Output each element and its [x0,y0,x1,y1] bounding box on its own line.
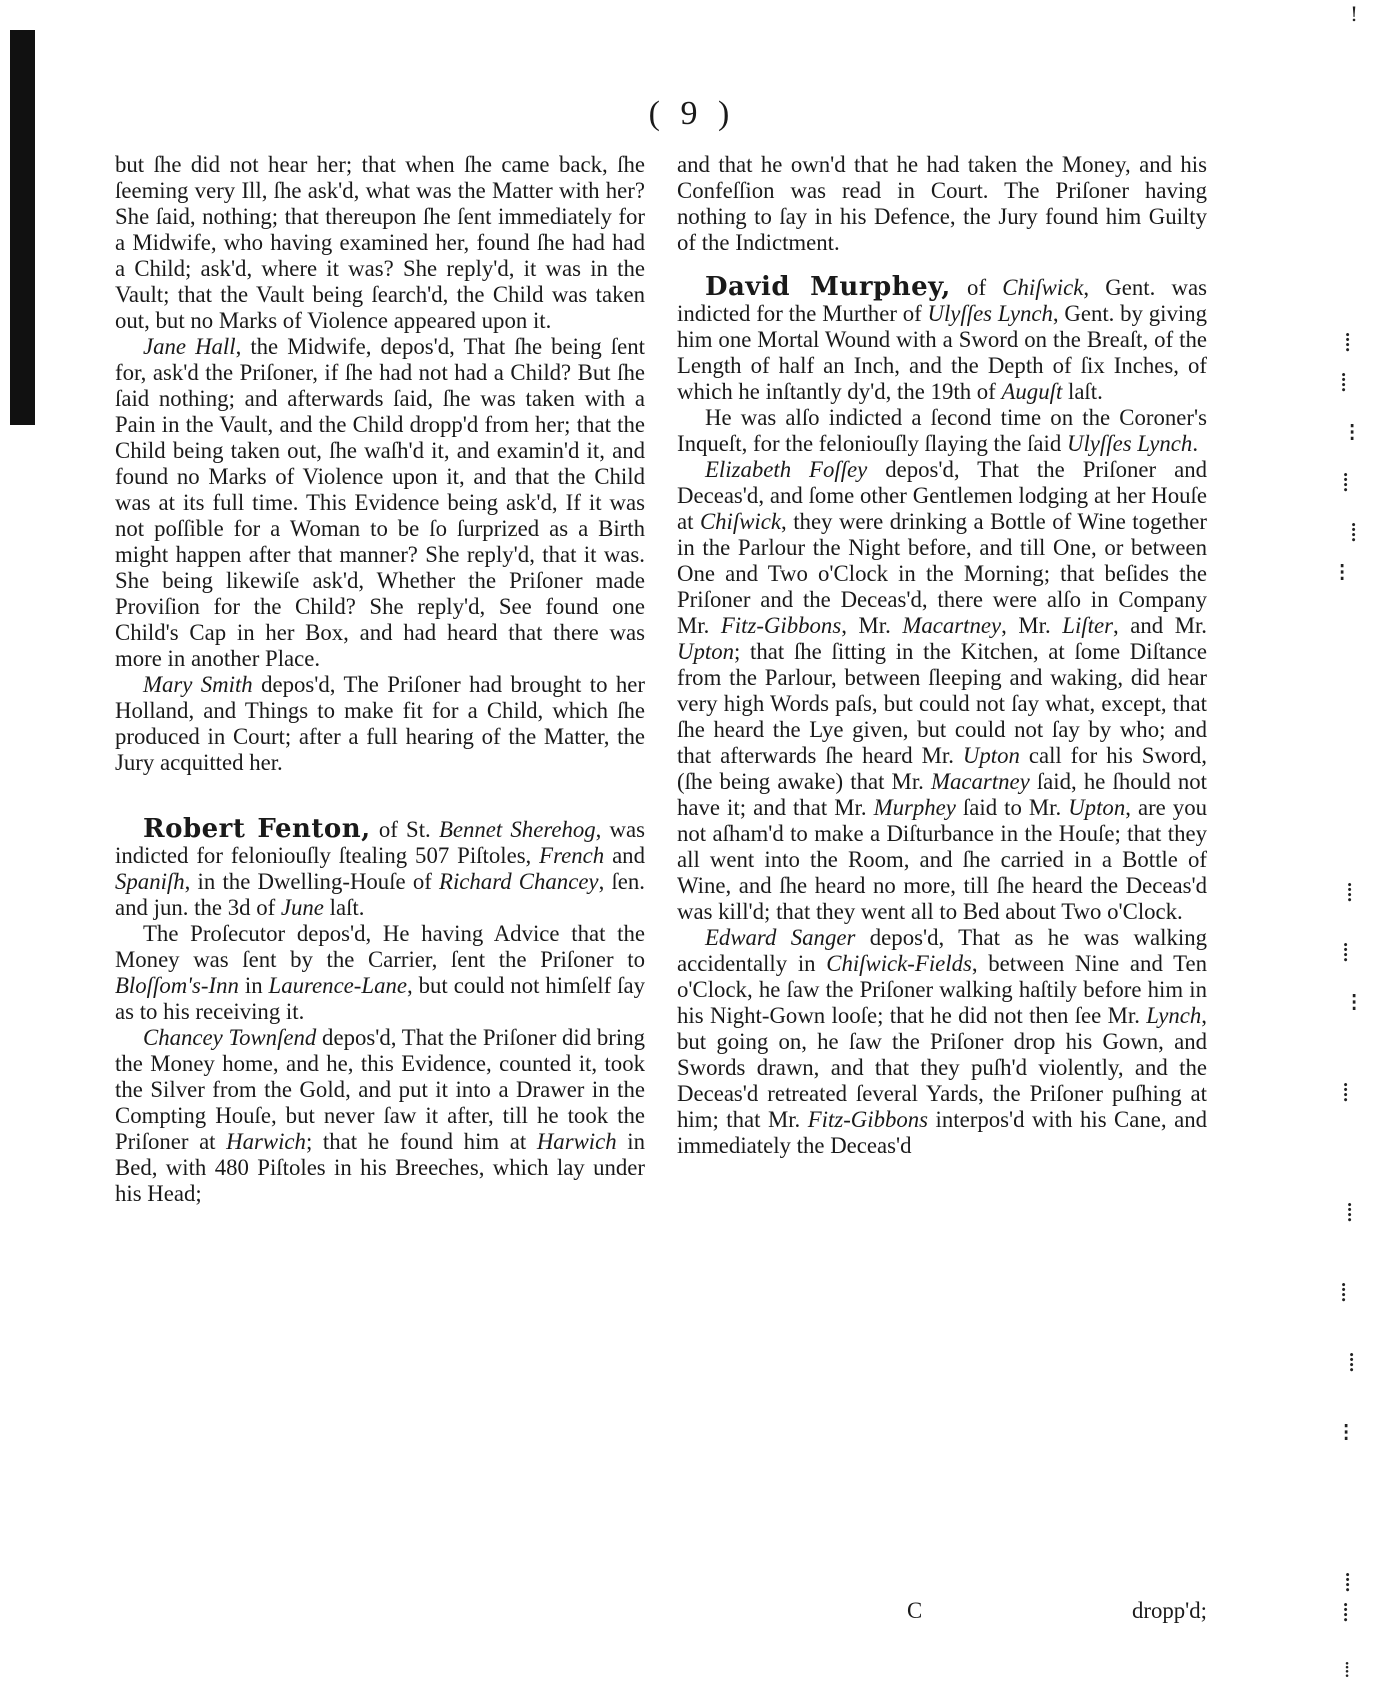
paragraph-midwife-story: but ſhe did not hear her; that when ſhe came back, ſhe ſeeming very Ill, ſhe ask'd, what was the Matter with her? She ſaid, nothing; that thereupon ſhe ſent immediately for a Midwife, who having examined her, found ſhe had had a Child; ask'd, where it was? She reply'd, it was in the Vault; that the Vault being ſearch'd, the Child was taken out, but no Marks of Violence appeared upon it. [115,152,645,333]
witness-name: Edward Sanger [705,925,856,950]
case-heading: Robert Fenton, [143,814,371,844]
paragraph-coroners-inquest: He was alſo indicted a ſecond time on the Coroner's Inqueſt, for the feloniouſly ſlaying the ſaid Ulyſſes Lynch. [677,405,1207,456]
signature-mark: C [907,1598,923,1623]
witness-name: Elizabeth Foſſey [705,457,868,482]
scan-edge-noise: ! ⁞ ⁞ ⁝ ⁞ ⁞ ⁝ ⁞ ⁞ ⁝ ⁞ ⁞ ⁞ ⁞ ⁝ ⁞ ⁞ ⁞ [1338,2,1359,1683]
paragraph-robert-fenton: Robert Fenton, of St. Bennet Sherehog, was indicted for feloniouſly ſtealing 507 Piſtoles, French and Spaniſh, in the Dwelling-Houſe of Richard Chancey, ſen. and jun. the 3d of June laſt. [115,814,645,920]
page-number: ( 9 ) [648,95,736,132]
paragraph-edward-sanger: Edward Sanger depos'd, That as he was walking accidentally in Chiſwick-Fields, between Nine and Ten o'Clock, he ſaw the Priſoner walking haſtily before him in his Night-Gown looſe; that he did not then ſee Mr. Lynch, but going on, he ſaw the Priſoner drop his Gown, and Swords drawn, and that they puſh'd violently, and the Deceas'd retreated ſeveral Yards, the Priſoner puſhing at him; that Mr. Fitz-Gibbons interpos'd with his Cane, and immediately the Deceas'd [677,925,1207,1158]
paragraph-chancey-townsend: Chancey Townſend depos'd, That the Priſoner did bring the Money home, and he, this Evidence, counted it, took the Silver from the Gold, and put it into a Drawer in the Compting Houſe, but never ſaw it after, till he took the Priſoner at Harwich; that he found him at Harwich in Bed, with 480 Piſtoles in his Breeches, which lay under his Head; [115,1025,645,1206]
paragraph-mary-smith: Mary Smith depos'd, The Priſoner had brought to her Holland, and Things to make fit for a Child, which ſhe produced in Court; after a full hearing of the Matter, the Jury acquitted her. [115,672,645,775]
paragraph-confession: and that he own'd that he had taken the Money, and his Confeſſion was read in Court. The Priſoner having nothing to ſay in his Defence, the Jury found him Guilty of the Indictment. [677,152,1207,255]
paragraph-david-murphey: David Murphey, of Chiſwick, Gent. was indicted for the Murther of Ulyſſes Lynch, Gent. by giving him one Mortal Wound with a Sword on the Breaſt, of the Length of half an Inch, and the Depth of ſix Inches, of which he inſtantly dy'd, the 19th of Auguſt laſt. [677,272,1207,404]
right-column [677,152,1207,1159]
scan-edge-bar [10,30,35,425]
left-column [115,152,645,1207]
witness-name: Chancey Townſend [143,1025,317,1050]
paragraph-elizabeth-fossey: Elizabeth Foſſey depos'd, That the Priſoner and Deceas'd, and ſome other Gentlemen lodging at her Houſe at Chiſwick, they were drinking a Bottle of Wine together in the Parlour the Night before, and till One, or between One and Two o'Clock in the Morning; that beſides the Priſoner and the Deceas'd, there were alſo in Company Mr. Fitz-Gibbons, Mr. Macartney, Mr. Liſter, and Mr. Upton; that ſhe ſitting in the Kitchen, at ſome Diſtance from the Parlour, between ſleeping and waking, did hear very high Words paſs, but could not ſay what, except, that ſhe heard the Lye given, but could not ſay by who; and that afterwards ſhe heard Mr. Upton call for his Sword, (ſhe being awake) that Mr. Macartney ſaid, he ſhould not have it; and that Mr. Murphey ſaid to Mr. Upton, are you not aſham'd to make a Diſturbance in the Houſe; that they all went into the Room, and ſhe carried in a Bottle of Wine, and ſhe heard no more, till ſhe heard the Deceas'd was kill'd; that they went all to Bed about Two o'Clock. [677,457,1207,924]
paragraph-jane-hall: Jane Hall, the Midwife, depos'd, That ſhe being ſent for, ask'd the Priſoner, if ſhe had not had a Child? But ſhe ſaid nothing; and afterwards ſaid, ſhe was taken with a Pain in the Vault, and the Child dropp'd from her; that the Child being taken out, ſhe waſh'd it, and examin'd it, and found no Marks of Violence upon it, and that the Child was at its full time. This Evidence being ask'd, If it was not poſſible for a Woman to be ſo ſurprized as a Birth might happen after that manner? She reply'd, that it was. She being likewiſe ask'd, Whether the Priſoner made Proviſion for the Child? She reply'd, See found one Child's Cap in her Box, and had heard that there was more in another Place. [115,334,645,671]
case-heading: David Murphey, [705,272,951,302]
witness-name: Jane Hall [143,334,236,359]
witness-name: Mary Smith [143,672,253,697]
catchword: dropp'd; [1131,1598,1207,1623]
paragraph-prosecutor: The Proſecutor depos'd, He having Advice that the Money was ſent by the Carrier, ſent the Priſoner to Bloſſom's-Inn in Laurence-Lane, but could not himſelf ſay as to his receiving it. [115,921,646,1024]
